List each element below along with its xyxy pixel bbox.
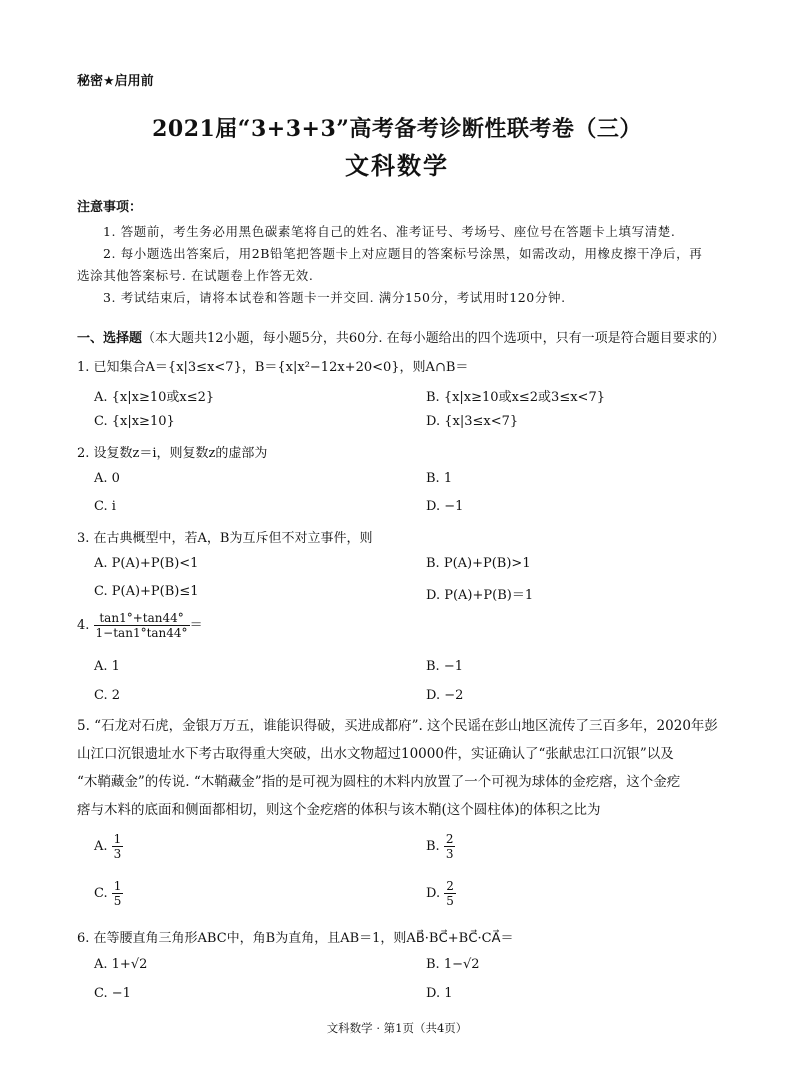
q1-option-b: B. {x|x≥10或x≤2或3≤x<7}: [426, 390, 605, 405]
q2-option-c: C. i: [94, 499, 116, 514]
q2-option-d: D. −1: [426, 499, 464, 514]
q6-option-c: C. −1: [94, 986, 131, 1001]
q5-line: 瘩与木料的底面和侧面都相切，则这个金疙瘩的体积与该木鞘(这个圆柱体)的体积之比为: [77, 802, 601, 818]
q1-option-a: A. {x|x≥10或x≤2}: [94, 390, 215, 405]
q5-line: “木鞘藏金”的传说. “木鞘藏金”指的是可视为圆柱的木料内放置了一个可视为球体的金疙瘩，这个金疙: [77, 774, 681, 790]
q5-option-d-label: D.: [426, 886, 441, 901]
q5-option-c-fraction: [112, 879, 124, 908]
exam-title: 2021届“3+3+3”高考备考诊断性联考卷（三）: [152, 116, 642, 142]
q1-option-c: C. {x|x≥10}: [94, 414, 175, 429]
q1-option-d: D. {x|3≤x<7}: [426, 414, 519, 429]
question-1-stem: 1. 已知集合A＝{x|3≤x<7}，B＝{x|x²−12x+20<0}，则A∩B＝: [77, 360, 469, 375]
q5-option-d: [426, 879, 456, 908]
q2-option-a: A. 0: [94, 471, 120, 486]
q5-option-a-label: A.: [94, 839, 108, 854]
q5-a-num: 1: [113, 832, 122, 846]
q2-option-b: B. 1: [426, 471, 453, 486]
q3-option-c: C. P(A)+P(B)≤1: [94, 584, 199, 599]
q5-b-num: 2: [445, 832, 454, 846]
q4-equals: ＝: [189, 618, 203, 633]
q3-option-b: B. P(A)+P(B)>1: [426, 556, 531, 571]
question-2-stem: 2. 设复数z＝i，则复数z的虚部为: [77, 446, 268, 461]
q5-c-num: 1: [113, 879, 122, 893]
q4-numerator: tan1°+tan44°: [94, 611, 190, 626]
question-6-stem: 6. 在等腰直角三角形ABC中，角B为直角，且AB＝1，则AB⃗·BC⃗+BC⃗·CA⃗＝: [77, 931, 514, 946]
q5-option-a: [94, 832, 123, 861]
q4-number: 4.: [77, 618, 90, 633]
q5-option-b: [426, 832, 455, 861]
q5-line: 山江口沉银遗址水下考古取得重大突破，出水文物超过10000件，实证确认了“张献忠江口沉银”以及: [77, 746, 674, 762]
q4-option-d: D. −2: [426, 688, 464, 703]
q6-option-a: A. 1+√2: [94, 957, 148, 972]
notice-item: 2. 每小题选出答案后，用2B铅笔把答题卡上对应题目的答案标号涂黑，如需改动，用橡皮擦干净后，再: [103, 246, 703, 261]
q4-fraction: [94, 611, 190, 640]
section-title: 一、选择题: [77, 331, 143, 346]
q5-line: 5. “石龙对石虎，金银万万五，谁能识得破，买进成都府”. 这个民谣在彭山地区流传了三百多年，2020年彭: [77, 718, 718, 734]
notice-heading: 注意事项：: [77, 200, 143, 215]
q5-option-b-fraction: [444, 832, 456, 861]
q5-option-a-fraction: [112, 832, 124, 861]
q5-option-d-fraction: [444, 879, 456, 908]
question-5-stem: [77, 712, 722, 824]
q6-option-b: B. 1−√2: [426, 957, 480, 972]
exam-subject: 文科数学: [345, 151, 449, 180]
q5-option-b-label: B.: [426, 839, 440, 854]
q5-c-den: 5: [113, 894, 122, 908]
q4-option-a: A. 1: [94, 659, 120, 674]
question-4-stem: [77, 611, 203, 640]
q5-a-den: 3: [113, 847, 122, 861]
notice-item: 3. 考试结束后，请将本试卷和答题卡一并交回. 满分150分，考试用时120分钟.: [103, 290, 566, 305]
section-description: （本大题共12小题，每小题5分，共60分. 在每小题给出的四个选项中，只有一项是符合题目要求的）: [142, 331, 725, 346]
page-footer: 文科数学 · 第1页（共4页）: [326, 1021, 468, 1035]
q5-d-den: 5: [446, 894, 454, 908]
q5-option-c: [94, 879, 123, 908]
q3-option-a: A. P(A)+P(B)<1: [94, 556, 199, 571]
confidential-label: 秘密★启用前: [77, 74, 154, 89]
notice-item: 选涂其他答案标号. 在试题卷上作答无效.: [77, 268, 314, 283]
notice-item: 1. 答题前，考生务必用黑色碳素笔将自己的姓名、准考证号、考场号、座位号在答题卡上填写清楚.: [103, 224, 676, 239]
q5-b-den: 3: [445, 847, 454, 861]
question-3-stem: 3. 在古典概型中，若A，B为互斥但不对立事件，则: [77, 531, 373, 546]
q5-option-c-label: C.: [94, 886, 108, 901]
q3-option-d: D. P(A)+P(B)＝1: [426, 588, 534, 603]
q6-option-d: D. 1: [426, 986, 453, 1001]
q4-denominator: 1−tan1°tan44°: [95, 626, 188, 640]
q5-d-num: 2: [446, 879, 454, 893]
q4-option-c: C. 2: [94, 688, 121, 703]
q4-option-b: B. −1: [426, 659, 463, 674]
section-heading: [77, 327, 725, 346]
